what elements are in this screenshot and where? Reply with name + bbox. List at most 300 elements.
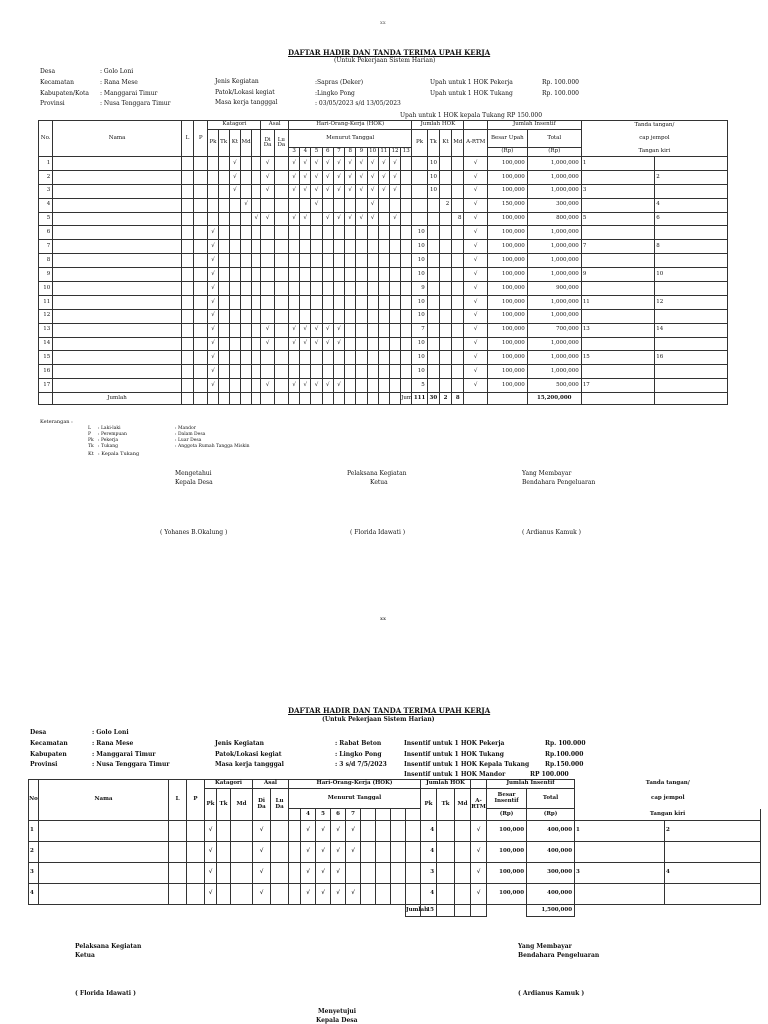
hok-count: 10 [427,184,439,198]
row-number: 7 [39,240,53,254]
kategori-mark [241,212,252,226]
col-jumlah-insentif: Jumlah Insentif [487,121,581,130]
date-mark: √ [311,170,322,184]
date-mark: √ [311,323,322,337]
kategori-mark [241,295,252,309]
name-cell [53,240,182,254]
col-pk: Pk [205,789,217,821]
signature-number: 11 [581,295,654,309]
info-value: Rp. 100.000 [542,90,579,97]
table-cell [187,863,205,884]
date-header: 12 [389,148,400,157]
rtm-mark: √ [464,282,487,296]
date-mark: √ [316,821,331,842]
sign-membayar: Yang Membayar [518,943,572,950]
date-mark [288,282,299,296]
table-cell [437,905,455,917]
signature-number [581,198,654,212]
hok-count [439,157,451,171]
row-number: 3 [39,184,53,198]
asal-mark [274,226,288,240]
hok-count [452,323,464,337]
col-cap-jempol: cap jempol [650,794,685,801]
total-kt: 2 [439,393,451,405]
col-di-da: Di Da [261,130,274,157]
date-mark: √ [311,157,322,171]
date-mark [345,240,356,254]
date-mark: √ [333,379,344,393]
table-cell [169,884,187,905]
rtm-mark: √ [464,157,487,171]
name-cell [53,282,182,296]
table-row [39,351,728,365]
sign-bendahara: Bendahara Pengeluaran [518,952,600,959]
kategori-mark [241,323,252,337]
info-value: : Golo Loni [92,729,129,736]
info-label: Desa [40,68,56,75]
date-mark: √ [333,157,344,171]
asal-mark [274,157,288,171]
keterangan-title: Keterangan : [40,419,73,425]
date-mark [367,337,378,351]
table-cell [194,170,208,184]
asal-mark [274,184,288,198]
sign-kepala-desa: Kepala Desa [316,1017,358,1024]
date-mark [378,379,389,393]
kategori-mark: √ [252,212,261,226]
info-label: Kabupaten/Kota [40,90,89,97]
hok-count: 5 [412,379,427,393]
date-mark: √ [356,170,367,184]
col-md: Md [241,130,252,157]
date-mark: √ [322,184,333,198]
kategori-mark: √ [208,351,218,365]
table-cell [187,884,205,905]
date-mark [300,240,311,254]
hok-count [412,198,427,212]
table-cell [169,863,187,884]
name-cell [53,212,182,226]
total-pk: 15 [421,905,437,917]
row-number: 14 [39,337,53,351]
col-menurut-tanggal: Menurut Tanggal [289,789,421,809]
hok-count [427,226,439,240]
hok-count [439,170,451,184]
date-mark [389,323,400,337]
hok-count [412,212,427,226]
signature-number [655,157,728,171]
kategori-mark [231,863,253,884]
legend-code: P [88,432,92,437]
info-label: Masa kerja tangggal [215,99,278,106]
date-mark [300,268,311,282]
date-mark: √ [288,337,299,351]
name-cell [53,170,182,184]
grand-total: 15,200,000 [527,393,581,405]
table-row [39,282,728,296]
col-asal: Asal [261,121,289,130]
date-mark [311,212,322,226]
attendance-table-1 [38,120,728,405]
kategori-mark [231,821,253,842]
kategori-mark [229,198,240,212]
date-mark: √ [333,212,344,226]
date-mark [389,337,400,351]
table-cell [345,393,356,405]
date-mark: √ [311,198,322,212]
doc-subtitle: (Untuk Pekerjaan Sistem Harian) [334,57,436,64]
table-cell [376,884,391,905]
asal-mark [261,254,274,268]
date-header: 4 [300,148,311,157]
kategori-mark: √ [208,337,218,351]
kategori-mark [208,212,218,226]
total-value: 300,000 [527,198,581,212]
col-jh-md: Md [455,789,471,821]
total-value: 1,000,000 [527,240,581,254]
table-cell [194,254,208,268]
legend-text: : Tukang [98,444,119,449]
hok-count [439,240,451,254]
row-number: 9 [39,268,53,282]
table-cell [194,379,208,393]
asal-mark [274,323,288,337]
kategori-mark [252,379,261,393]
table-row [29,884,761,905]
col-jh-pk: Pk [412,130,427,157]
info-value: : 3 s/d 7/5/2023 [335,761,387,768]
date-mark [367,254,378,268]
date-mark [367,295,378,309]
rtm-mark: √ [464,212,487,226]
doc-title: DAFTAR HADIR DAN TANDA TERIMA UPAH KERJA [288,48,491,57]
table-row [39,184,728,198]
signature-number: 13 [581,323,654,337]
date-mark [356,365,367,379]
total-value: 500,000 [527,379,581,393]
kategori-mark: √ [208,254,218,268]
hok-count [452,170,464,184]
table-cell [406,821,421,842]
besar-upah: 100,000 [487,157,527,171]
hok-count: 4 [421,821,437,842]
row-number: 2 [39,170,53,184]
signature-number: 8 [655,240,728,254]
kategori-mark [218,184,229,198]
signature-number [655,226,728,240]
info-label: Insentif untuk 1 HOK Pekerja [404,740,505,747]
date-mark [356,254,367,268]
hok-count: 10 [412,309,427,323]
table-row [39,170,728,184]
name-cell [39,842,169,863]
hok-count [455,863,471,884]
signature-number [575,884,665,905]
besar-insentif: 100,000 [487,821,527,842]
rtm-mark: √ [464,226,487,240]
kategori-mark: √ [208,240,218,254]
date-mark: √ [333,337,344,351]
row-number: 6 [39,226,53,240]
table-cell [181,337,193,351]
signature-number [665,842,761,863]
date-mark [311,226,322,240]
date-mark: √ [356,212,367,226]
col-kt: Kt [229,130,240,157]
total-value: 1,000,000 [527,295,581,309]
date-mark [401,379,412,393]
date-header: 5 [316,809,331,821]
info-value: : Nusa Tenggara Timur [100,100,171,107]
kategori-mark [229,254,240,268]
kategori-mark [252,198,261,212]
besar-upah: 100,000 [487,309,527,323]
table-cell [274,393,288,405]
hok-count: 10 [412,351,427,365]
hok-count [412,170,427,184]
rtm-mark: √ [471,821,487,842]
date-header: 10 [367,148,378,157]
col-jh-md: Md [452,130,464,157]
kategori-mark: √ [208,379,218,393]
date-mark [311,295,322,309]
name-cell [39,884,169,905]
table-cell [288,393,299,405]
total-value: 1,000,000 [527,337,581,351]
hok-count: 8 [452,212,464,226]
row-number: 16 [39,365,53,379]
date-mark: √ [389,212,400,226]
kategori-mark [218,254,229,268]
signature-number: 1 [575,821,665,842]
kategori-mark: √ [229,157,240,171]
date-mark [300,295,311,309]
kategori-mark: √ [208,268,218,282]
info-label: Desa [30,729,47,736]
rtm-mark: √ [464,254,487,268]
hok-count [452,254,464,268]
sign-menyetujui: Menyetujui [318,1008,357,1015]
table-row [39,198,728,212]
attendance-table-2 [28,779,761,917]
date-mark [389,268,400,282]
legend-code: Kt [88,451,94,457]
signer-name: ( Florida Idawati ) [75,990,137,997]
date-mark: √ [288,157,299,171]
asal-mark [261,268,274,282]
col-a-rtm: A-RTM [464,130,487,157]
signature-number: 3 [581,184,654,198]
signature-number: 9 [581,268,654,282]
col-tanda-tangan: Tanda tangan/ [581,121,727,130]
signature-number [655,365,728,379]
date-mark: √ [331,884,346,905]
kategori-mark [208,157,218,171]
kategori-mark [208,198,218,212]
legend-code: Pk [88,438,94,443]
date-mark [322,351,333,365]
col-rp: (Rp) [527,809,575,821]
kategori-mark [252,337,261,351]
hok-count [452,379,464,393]
row-number: 2 [29,842,39,863]
asal-mark: √ [253,821,271,842]
asal-mark [261,309,274,323]
col-tanda-tangan: Tanda tangan/ [645,780,690,787]
asal-mark [274,282,288,296]
hok-count [452,226,464,240]
total-value: 1,000,000 [527,254,581,268]
date-mark [311,365,322,379]
date-mark: √ [301,842,316,863]
date-mark: √ [345,184,356,198]
asal-mark [274,337,288,351]
signature-number: 15 [581,351,654,365]
table-cell [655,393,728,405]
date-mark: √ [331,863,346,884]
kategori-mark [241,170,252,184]
hok-count: 2 [439,198,451,212]
table-cell [181,254,193,268]
signature-number [581,309,654,323]
hok-count [439,212,451,226]
row-number: 1 [29,821,39,842]
table-cell [361,821,376,842]
date-mark: √ [322,157,333,171]
signature-number: 17 [581,379,654,393]
besar-upah: 100,000 [487,282,527,296]
rtm-mark: √ [464,351,487,365]
table-cell [471,905,487,917]
kategori-mark [229,226,240,240]
table-cell [194,198,208,212]
col-rp: (Rp) [487,148,527,157]
date-mark [389,282,400,296]
table-cell [464,393,487,405]
table-cell [406,863,421,884]
table-cell [181,393,193,405]
table-cell [181,323,193,337]
date-mark: √ [316,863,331,884]
hok-count [452,240,464,254]
hok-count [427,198,439,212]
table-row [39,254,728,268]
table-cell [455,905,471,917]
hok-count [427,212,439,226]
table-cell [194,351,208,365]
col-di-da: Di Da [253,789,271,821]
legend-code: L [88,426,91,431]
table-cell [181,226,193,240]
date-mark [356,226,367,240]
besar-upah: 150,000 [487,198,527,212]
date-mark: √ [367,157,378,171]
hok-count [439,379,451,393]
table-cell [376,821,391,842]
date-header: 3 [288,148,299,157]
col-p: P [194,121,208,157]
date-mark: √ [346,884,361,905]
date-mark: √ [356,157,367,171]
kategori-mark [229,379,240,393]
table-cell [361,842,376,863]
hok-count [437,863,455,884]
table-cell [194,268,208,282]
asal-mark: √ [261,157,274,171]
hok-count [452,337,464,351]
hok-count [455,821,471,842]
hok-count: 10 [427,157,439,171]
date-header: 5 [311,148,322,157]
table-row [39,323,728,337]
kategori-mark [218,282,229,296]
date-header: 6 [331,809,346,821]
date-mark: √ [345,212,356,226]
info-label: Upah untuk 1 HOK Pekerja [430,79,513,86]
sign-ketua: Ketua [75,952,95,959]
kategori-mark [241,268,252,282]
hok-count: 4 [421,884,437,905]
col-no: No [29,780,39,821]
table-cell [194,282,208,296]
date-mark: √ [367,212,378,226]
kategori-mark [252,365,261,379]
date-mark [389,379,400,393]
table-row [39,212,728,226]
date-mark: √ [300,212,311,226]
info-label: Patok/Lokasi kegiat [215,89,275,96]
table-cell [361,884,376,905]
signer-name: ( Florida Idawati ) [350,529,406,536]
besar-upah: 100,000 [487,170,527,184]
table-cell [181,212,193,226]
table-cell [208,393,218,405]
date-mark [346,863,361,884]
kategori-mark [229,309,240,323]
date-mark [322,295,333,309]
rtm-mark: √ [464,365,487,379]
date-mark [401,365,412,379]
hok-count [439,365,451,379]
signature-number: 12 [655,295,728,309]
hok-count [455,884,471,905]
table-cell [391,842,406,863]
signature-number: 4 [665,863,761,884]
date-mark: √ [300,337,311,351]
date-mark [401,309,412,323]
table-cell [181,365,193,379]
date-mark: √ [378,157,389,171]
info-label: Insentif untuk 1 HOK Kepala Tukang [404,761,530,768]
spacer [29,905,406,917]
table-cell [169,821,187,842]
hok-count: 10 [412,365,427,379]
col-besar-insentif: Besar Insentif [487,789,527,809]
table-cell [241,393,252,405]
table-cell [194,295,208,309]
kategori-mark [229,323,240,337]
table-cell [322,393,333,405]
total-value: 900,000 [527,282,581,296]
asal-mark: √ [261,379,274,393]
info-value: :Sapras (Deker) [315,79,364,86]
signature-number [581,254,654,268]
hok-count: 10 [412,295,427,309]
table-row [39,365,728,379]
date-mark [401,268,412,282]
hok-count [427,365,439,379]
rtm-mark: √ [464,309,487,323]
